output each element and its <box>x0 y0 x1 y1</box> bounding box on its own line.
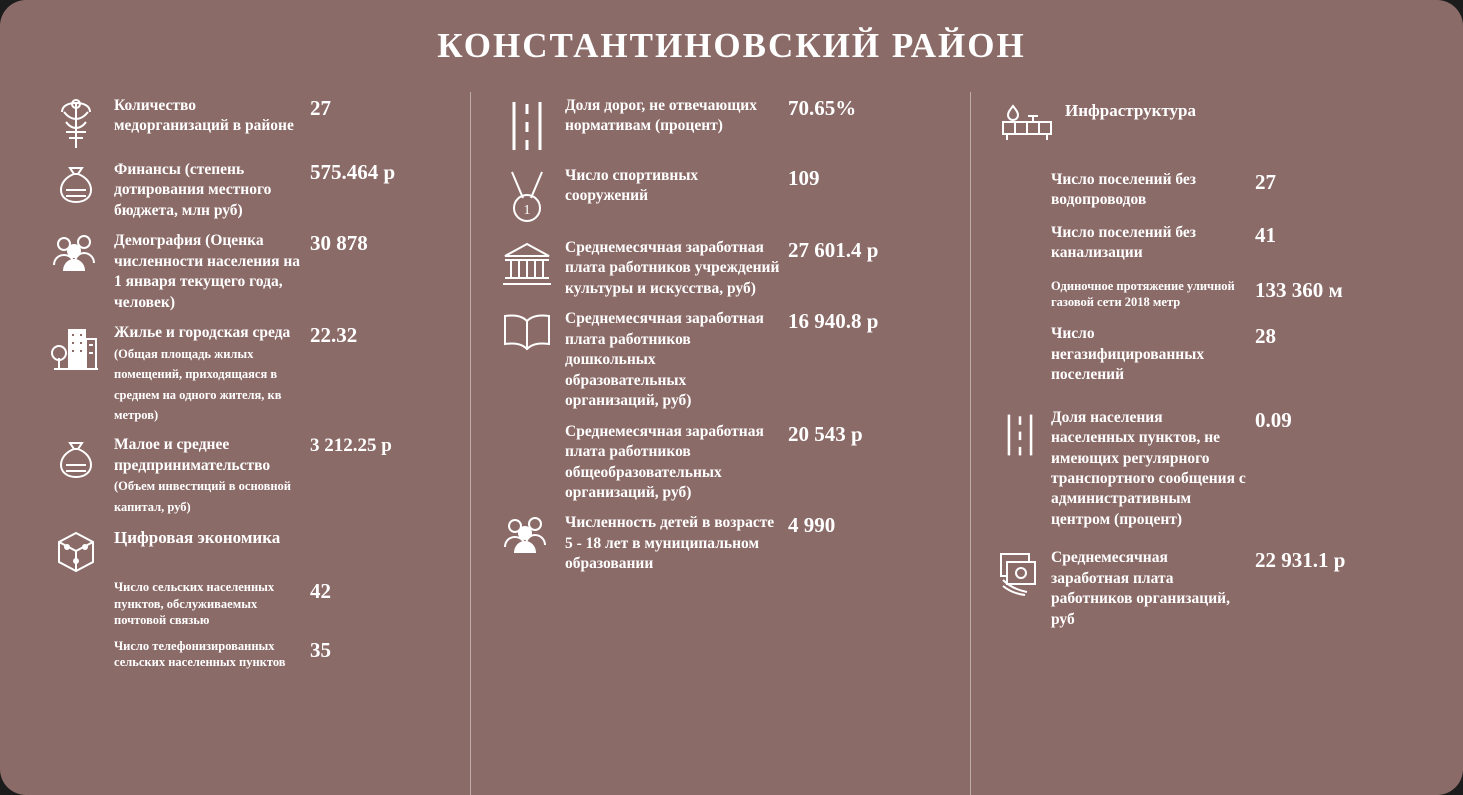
stat-row <box>989 324 1451 385</box>
stat-label: Среднемесячная заработная плата работников учреждений культуры и искусства, руб) <box>565 239 780 297</box>
stat-row <box>489 166 960 224</box>
stat-label: Доля населения населенных пунктов, не имеющих регулярного транспортного сообщения с административным центром (процент) <box>1051 408 1246 528</box>
stat-row <box>38 231 460 313</box>
stat-row <box>489 238 960 299</box>
stat-label-main: Малое и среднее предпринимательство <box>114 436 271 474</box>
spacer <box>38 579 114 581</box>
stat-label: Инфраструктура <box>1065 101 1196 120</box>
stat-value: 4 990 <box>788 513 836 538</box>
stat-label: Одиночное протяжение уличной газовой сети 2018 метр <box>1051 278 1235 310</box>
stat-row <box>489 96 960 154</box>
stat-row <box>38 638 460 671</box>
book-icon <box>489 309 565 353</box>
stat-value: 27 <box>310 96 331 120</box>
spacer <box>989 170 1051 172</box>
stat-value: 41 <box>1255 222 1276 247</box>
spacer <box>989 223 1051 225</box>
road-icon <box>989 408 1051 460</box>
caduceus-icon <box>38 96 114 150</box>
spacer <box>989 278 1051 280</box>
columns-container <box>0 92 1463 795</box>
people-icon <box>489 513 565 555</box>
stat-value: 22.32 <box>310 323 358 348</box>
stat-value: 27 <box>1255 170 1276 194</box>
page-title: КОНСТАНТИНОВСКИЙ РАЙОН <box>437 26 1026 65</box>
road-icon <box>489 96 565 154</box>
buildings-icon <box>38 323 114 375</box>
spacer <box>38 638 114 640</box>
stat-label-note: (Объем инвестиций в основной капитал, руб) <box>114 479 291 514</box>
stat-row <box>38 160 460 221</box>
stat-label: Среднемесячная заработная плата работников дошкольных образовательных организаций, руб) <box>565 310 764 410</box>
stat-label: Численность детей в возрасте 5 - 18 лет в муниципальном образовании <box>565 514 775 573</box>
stat-value: 70.65% <box>788 96 857 120</box>
cube-network-icon <box>38 527 114 575</box>
stat-row <box>38 435 460 517</box>
medal-icon <box>489 166 565 224</box>
column-1 <box>0 92 470 795</box>
stat-row <box>38 96 460 150</box>
stat-label: Доля дорог, не отвечающих нормативам (процент) <box>565 97 757 135</box>
stat-value: 575.464 р <box>310 160 396 184</box>
stat-label: Число сельских населенных пунктов, обслуживаемых почтовой связью <box>114 580 275 627</box>
stat-label: Количество медорганизаций в районе <box>114 97 294 135</box>
stat-label: Демография (Оценка численности населения на 1 января текущего года, человек) <box>114 232 301 311</box>
stat-row <box>989 408 1451 531</box>
stat-label-note: (Общая площадь жилых помещений, приходящаяся в среднем на одного жителя, кв метров) <box>114 346 282 422</box>
stat-label: Число негазифицированных поселений <box>1051 325 1205 384</box>
column-2 <box>470 92 970 795</box>
stat-row <box>989 278 1451 311</box>
stat-value: 16 940.8 р <box>788 309 879 334</box>
stat-label: Число поселений без канализации <box>1051 223 1197 262</box>
stat-row <box>489 309 960 411</box>
money-cards-icon <box>989 548 1051 596</box>
stat-row <box>38 527 460 575</box>
stat-value: 133 360 м <box>1255 277 1343 302</box>
column-3 <box>970 92 1463 795</box>
stat-label: Финансы (степень дотирования местного бюджета, млн руб) <box>114 161 272 219</box>
spacer <box>989 324 1051 326</box>
stat-value: 27 601.4 р <box>788 238 879 262</box>
stat-value: 30 878 <box>310 231 368 256</box>
stat-row <box>38 323 460 425</box>
stat-label: Среднемесячная заработная плата работников организаций, руб <box>1051 549 1230 628</box>
stat-row <box>989 223 1451 264</box>
stat-value: 22 931.1 р <box>1255 548 1346 573</box>
stat-value: 0.09 <box>1255 407 1292 432</box>
stat-value: 42 <box>310 579 331 604</box>
stat-value: 3 212.25 р <box>310 435 392 457</box>
stat-label: Цифровая экономика <box>114 528 281 548</box>
stat-row <box>489 513 960 574</box>
stat-label <box>114 435 310 517</box>
stat-label: Число спортивных сооружений <box>565 167 699 205</box>
stat-value: 109 <box>788 166 820 190</box>
stat-label-main: Жилье и городская среда <box>114 324 291 342</box>
stat-label: Число телефонизированных сельских населенных пунктов <box>114 639 286 670</box>
pipes-icon <box>989 100 1065 144</box>
stat-label: Число поселений без водопроводов <box>1051 171 1197 209</box>
stat-value: 28 <box>1255 324 1276 349</box>
bank-icon <box>489 238 565 288</box>
stat-row <box>989 548 1451 630</box>
stat-label: Среднемесячная заработная плата работников общеобразовательных организаций, руб) <box>565 422 764 501</box>
spacer <box>489 422 565 424</box>
stat-row <box>989 100 1451 144</box>
stat-row <box>489 422 960 504</box>
people-icon <box>38 231 114 273</box>
stat-label <box>114 323 310 425</box>
stat-row <box>989 170 1451 211</box>
money-bag-icon <box>38 435 114 485</box>
svg-text:1: 1 <box>523 203 531 218</box>
stat-value: 35 <box>310 638 331 662</box>
money-bag-icon <box>38 160 114 210</box>
stat-row <box>38 579 460 628</box>
stat-value: 20 543 р <box>788 421 863 446</box>
